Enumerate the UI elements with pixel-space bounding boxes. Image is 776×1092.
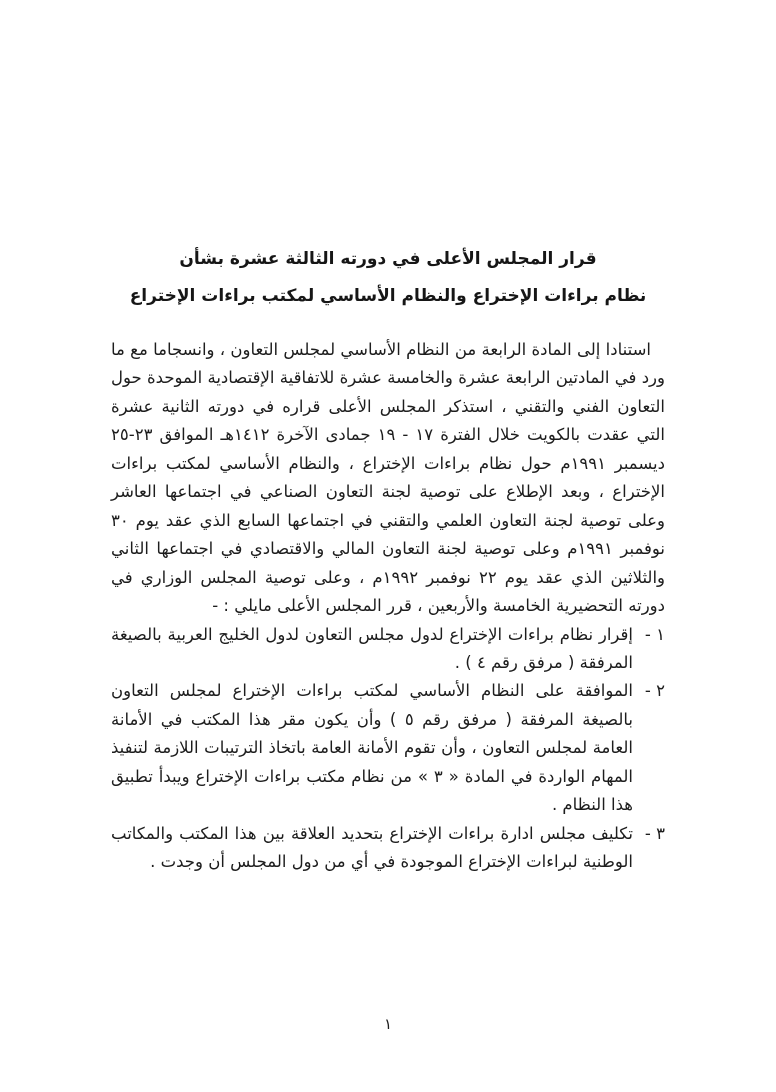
decision-item-2 xyxy=(111,677,665,819)
page-number: ١ xyxy=(383,1015,393,1033)
item-number: ١ - xyxy=(644,624,665,644)
document-title xyxy=(0,241,776,315)
document-title-line1: قرار المجلس الأعلى في دورته الثالثة عشرة بشأن xyxy=(179,249,597,269)
item-text: تكليف مجلس ادارة براءات الإختراع بتحديد العلاقة بين هذا المكتب والمكاتب الوطنية لبراءات الإختراع الموجودة في أي من دول المجلس أن وجدت . xyxy=(111,823,633,872)
item-number: ٢ - xyxy=(644,681,665,701)
preamble-paragraph: استنادا إلى المادة الرابعة من النظام الأساسي لمجلس التعاون ، وانسجاما مع ما ورد في المادتين الرابعة عشرة والخامسة عشرة للاتفاقية الإقتصادية الموحدة حول التعاون الفني والتقني ، استذكر المجلس الأعلى قراره في دورته الثانية عشرة التي عقدت بالكويت خلال الفترة ١٧ - ١٩ جمادى الآخرة ١٤١٢هـ الموافق ٢٣-٢٥ ديسمبر ١٩٩١م حول نظام براءات الإختراع ، والنظام الأساسي لمكتب براءات الإختراع ، وبعد الإطلاع على توصية لجنة التعاون الصناعي في اجتماعها العاشر وعلى توصية لجنة التعاون العلمي والتقني في اجتماعها السابع الذي عقد يوم ٣٠ نوفمبر ١٩٩١م وعلى توصية لجنة التعاون المالي والاقتصادي في اجتماعها الثاني والثلاثين الذي عقد يوم ٢٢ نوفمبر ١٩٩٢م ، وعلى توصية المجلس الوزاري في دورته التحضيرية الخامسة والأربعين ، قرر المجلس الأعلى مايلي : - xyxy=(111,340,666,616)
document-body xyxy=(111,336,665,877)
document-title-line2: نظام براءات الإختراع والنظام الأساسي لمكتب براءات الإختراع xyxy=(129,286,647,306)
item-text: إقرار نظام براءات الإختراع لدول مجلس التعاون لدول الخليج العربية بالصيغة المرفقة ( مرفق رقم ٤ ) . xyxy=(111,624,633,672)
item-number: ٣ - xyxy=(644,823,665,843)
item-text: الموافقة على النظام الأساسي لمكتب براءات الإختراع لمجلس التعاون بالصيغة المرفقة ( مرفق رقم ٥ ) وأن يكون مقر هذا المكتب في الأمانة العامة لمجلس التعاون ، وأن تقوم الأمانة العامة باتخاذ الترتيبات اللازمة لتنفيذ المهام الواردة في المادة « ٣ » من نظام مكتب براءات الإختراع ويبدأ تطبيق هذا النظام . xyxy=(111,681,633,815)
decision-item-1 xyxy=(111,621,665,678)
decision-item-3 xyxy=(111,820,665,877)
